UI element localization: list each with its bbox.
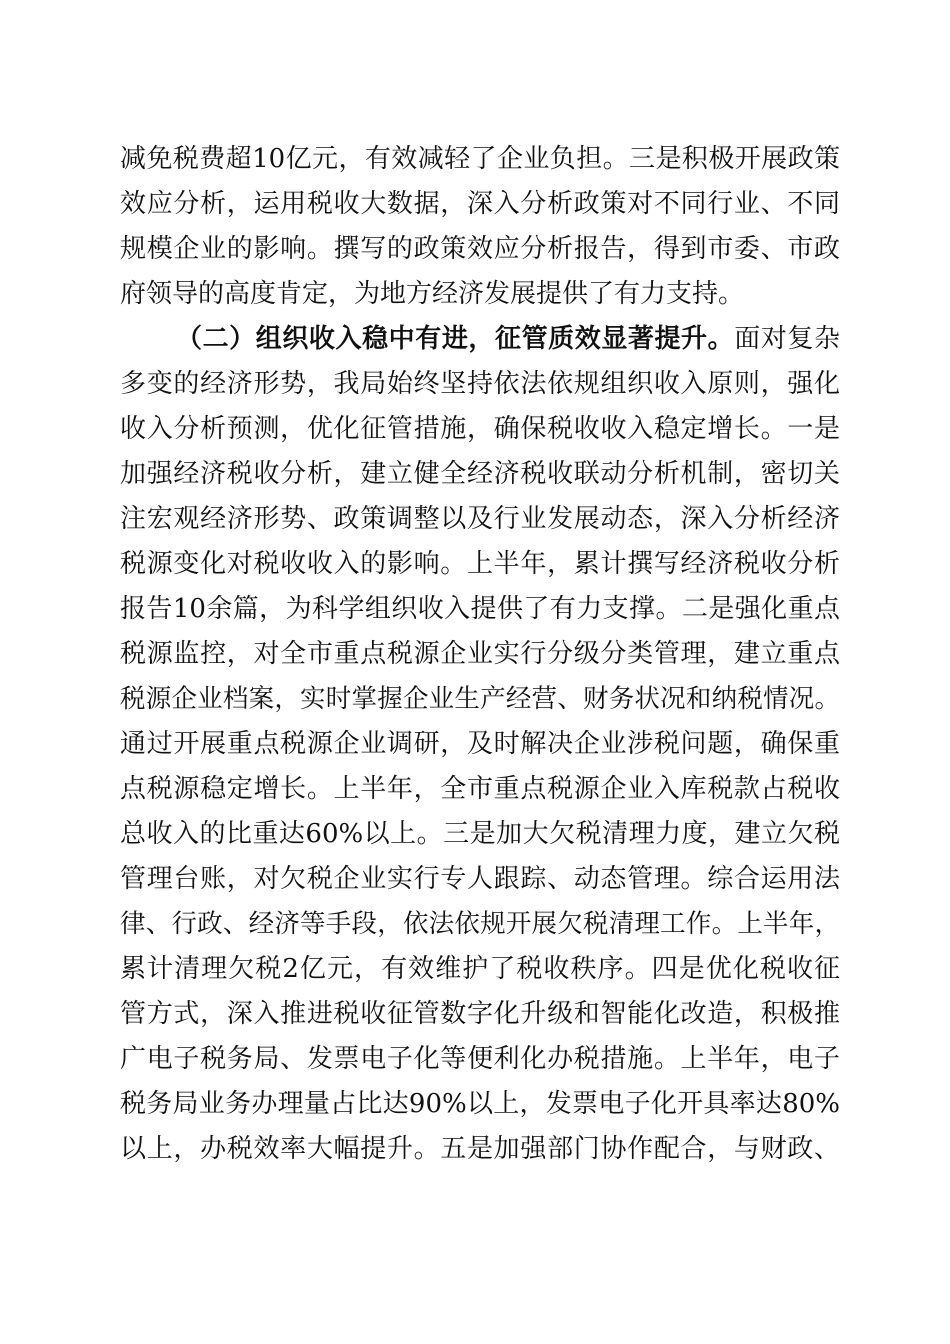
text-line: 多变的经济形势，我局始终坚持依法依规组织收入原则，强化	[120, 369, 840, 399]
text-line: 税源变化对税收收入的影响。上半年，累计撰写经济税收分析	[120, 549, 840, 579]
text-line: 效应分析，运用税收大数据，深入分析政策对不同行业、不同	[120, 189, 840, 219]
text-fragment: 面对复杂	[734, 324, 840, 354]
text-line: 通过开展重点税源企业调研，及时解决企业涉税问题，确保重	[120, 729, 840, 759]
text-line: 税源企业档案，实时掌握企业生产经营、财务状况和纳税情况。	[120, 684, 840, 714]
text-line: 管方式，深入推进税收征管数字化升级和智能化改造，积极推	[120, 999, 840, 1029]
text-line: 注宏观经济形势、政策调整以及行业发展动态，深入分析经济	[120, 504, 840, 534]
text-line: 府领导的高度肯定，为地方经济发展提供了有力支持。	[120, 279, 745, 309]
text-line: 管理台账，对欠税企业实行专人跟踪、动态管理。综合运用法	[120, 864, 840, 894]
text-line: 律、行政、经济等手段，依法依规开展欠税清理工作。上半年，	[120, 909, 840, 939]
text-line: 税务局业务办理量占比达90%以上，发票电子化开具率达80%	[120, 1089, 840, 1119]
section-heading: （二）组织收入稳中有进，征管质效显著提升。	[176, 324, 735, 354]
text-line: 规模企业的影响。撰写的政策效应分析报告，得到市委、市政	[120, 234, 840, 264]
text-line: 税源监控，对全市重点税源企业实行分级分类管理，建立重点	[120, 639, 840, 669]
text-line: 收入分析预测，优化征管措施，确保税收收入稳定增长。一是	[120, 414, 840, 444]
text-line: 以上，办税效率大幅提升。五是加强部门协作配合，与财政、	[120, 1134, 840, 1164]
text-line: 累计清理欠税2亿元，有效维护了税收秩序。四是优化税收征	[120, 954, 840, 984]
section-heading-line	[120, 317, 840, 362]
text-line: 加强经济税收分析，建立健全经济税收联动分析机制，密切关	[120, 459, 840, 489]
text-line: 减免税费超10亿元，有效减轻了企业负担。三是积极开展政策	[120, 144, 840, 174]
text-line: 总收入的比重达60%以上。三是加大欠税清理力度，建立欠税	[120, 819, 840, 849]
text-line: 报告10余篇，为科学组织收入提供了有力支撑。二是强化重点	[120, 594, 840, 624]
text-line: 点税源稳定增长。上半年，全市重点税源企业入库税款占税收	[120, 774, 840, 804]
body-text	[120, 137, 840, 1172]
text-line: 广电子税务局、发票电子化等便利化办税措施。上半年，电子	[120, 1044, 840, 1074]
